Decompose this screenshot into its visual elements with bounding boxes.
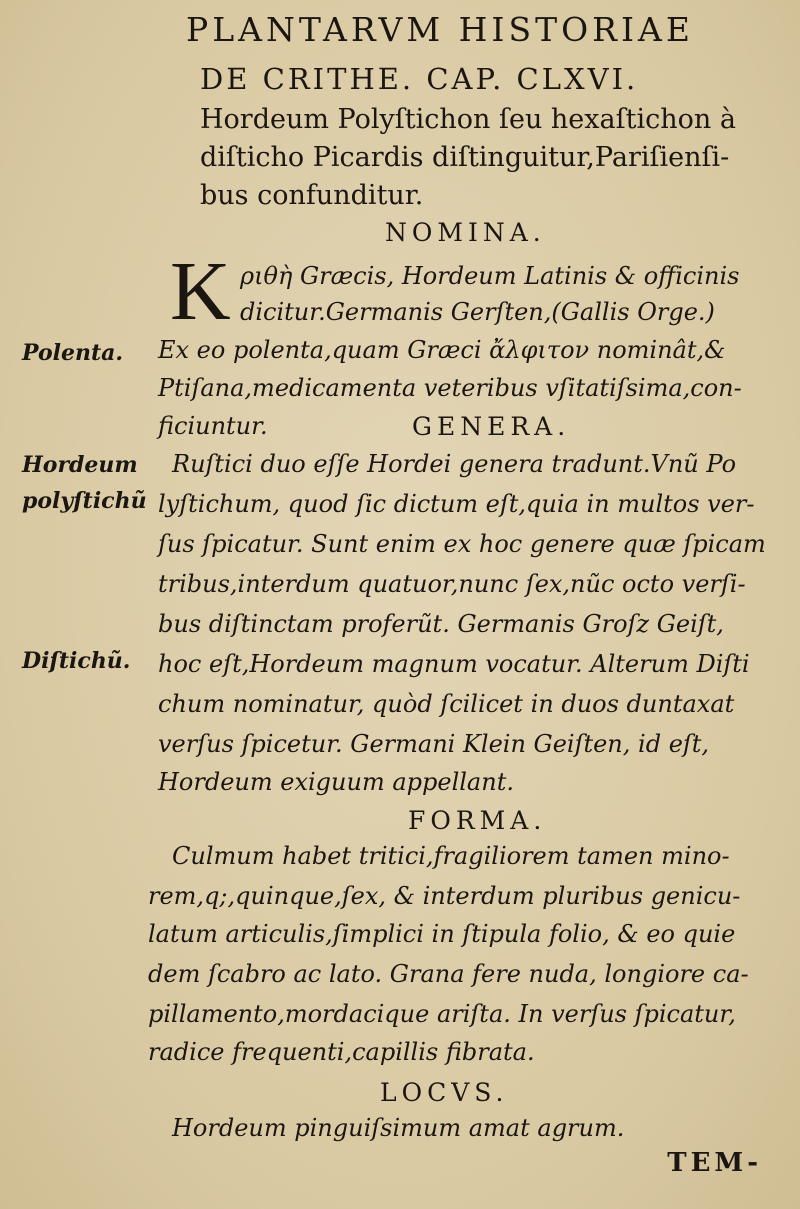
genera-line-5: bus diſtinctam proferũt. Germanis Groſz Geiſt, xyxy=(158,610,724,638)
genera-line-1: Ruſtici duo eſſe Hordei genera tradunt.Vnũ Po xyxy=(172,450,737,478)
intro-line-2: diſticho Picardis diſtinguitur,Pariſienſi- xyxy=(200,142,730,173)
running-title: PLANTARVM HISTORIAE xyxy=(186,10,694,49)
forma-line-3: latum articulis,ſimplici in ſtipula folio, & eo quie xyxy=(148,920,736,948)
margin-note-polenta: Polenta. xyxy=(22,340,124,366)
genera-line-2: lyſtichum, quod ſic dictum eſt,quia in multos ver- xyxy=(158,490,755,518)
heading-nomina: NOMINA. xyxy=(385,218,546,247)
forma-line-2: rem,q;,quinque,ſex, & interdum pluribus genicu- xyxy=(148,882,741,910)
chapter-title: DE CRITHE. CAP. CLXVI. xyxy=(200,62,639,96)
intro-line-1: Hordeum Polyſtichon ſeu hexaſtichon à xyxy=(200,104,736,135)
forma-line-1: Culmum habet tritici,fragiliorem tamen mino- xyxy=(172,842,730,870)
heading-genera: GENERA. xyxy=(412,412,571,441)
catchword: TEM- xyxy=(667,1148,762,1178)
heading-forma: FORMA. xyxy=(408,806,547,835)
genera-line-8: verſus ſpicetur. Germani Klein Geiſten, id eſt, xyxy=(158,730,710,758)
genera-line-9: Hordeum exiguum appellant. xyxy=(158,768,514,796)
genera-line-7: chum nominatur, quòd ſcilicet in duos duntaxat xyxy=(158,690,735,718)
margin-note-hordeum: Hordeum xyxy=(22,452,138,478)
forma-line-5: pillamento,mordacique ariſta. In verſus ſpicatur, xyxy=(148,1000,736,1028)
margin-note-distichum: Diſtichũ. xyxy=(22,648,131,674)
margin-note-polystichum: polyſtichũ xyxy=(22,488,147,514)
genera-line-4: tribus,interdum quatuor,nunc ſex,nũc octo verſi- xyxy=(158,570,746,598)
drop-capital: K xyxy=(170,245,231,338)
forma-line-6: radice frequenti,capillis fibrata. xyxy=(148,1038,535,1066)
genera-line-3: ſus ſpicatur. Sunt enim ex hoc genere quæ ſpicam xyxy=(158,530,766,558)
nomina-line-1: ριθὴ Græcis, Hordeum Latinis & officinis xyxy=(240,262,740,290)
forma-line-4: dem ſcabro ac lato. Grana fere nuda, longiore ca- xyxy=(148,960,749,988)
heading-locus: LOCVS. xyxy=(380,1078,509,1107)
nomina-line-3: Ex eo polenta,quam Græci ἄλφιτον nominât,& xyxy=(158,336,726,364)
nomina-line-2: dicitur.Germanis Gerſten,(Gallis Orge.) xyxy=(240,298,715,326)
intro-line-3: bus confunditur. xyxy=(200,180,424,211)
locus-line-1: Hordeum pinguiſsimum amat agrum. xyxy=(172,1114,625,1142)
nomina-line-4: Ptiſana,medicamenta veteribus vſitatiſsima,con- xyxy=(158,374,742,402)
nomina-line-5: ficiuntur. xyxy=(158,412,268,440)
genera-line-6: hoc eſt,Hordeum magnum vocatur. Alterum Diſti xyxy=(158,650,750,678)
